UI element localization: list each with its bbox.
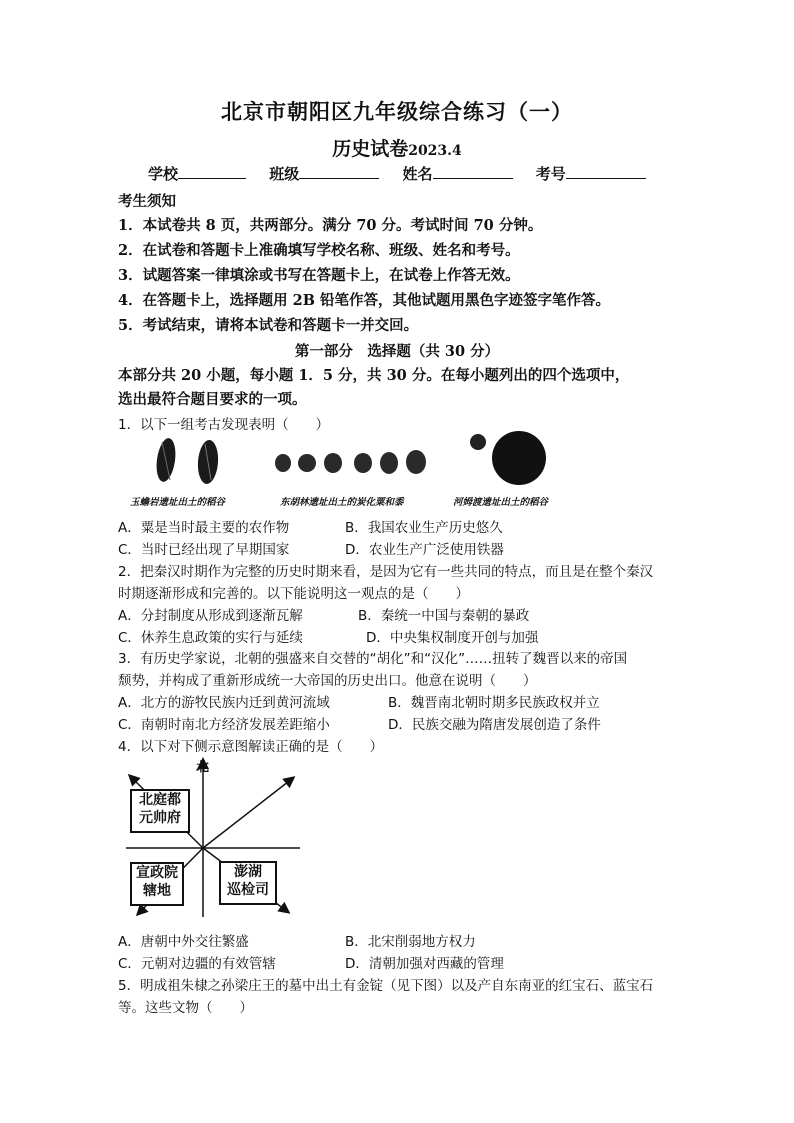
rice-bowl-image (492, 431, 546, 485)
box-se-line2: 巡检司 (227, 882, 269, 898)
q2-option-b[interactable]: B．秦统一中国与秦朝的暴政 (358, 608, 530, 624)
part1-intro-line1: 本部分共 20 小题，每小题 1．5 分，共 30 分。在每小题列出的四个选项中， (118, 367, 630, 384)
school-label: 学校 (148, 165, 179, 183)
school-blank[interactable] (178, 164, 246, 179)
notice-item-5: 5．考试结束，请将本试卷和答题卡一并交回。 (118, 317, 419, 334)
millet-grain-image (298, 454, 316, 472)
millet-grain-image (380, 452, 398, 474)
q1-option-b[interactable]: B．我国农业生产历史悠久 (345, 520, 503, 536)
millet-grain-image (275, 454, 291, 472)
q4-option-b[interactable]: B．北宋削弱地方权力 (345, 934, 476, 950)
exam-title: 北京市朝阳区九年级综合练习（一） (221, 99, 573, 124)
rice-seed-small-image (470, 434, 486, 450)
class-label: 班级 (269, 165, 300, 183)
box-xuanzheng-territory (130, 862, 184, 906)
q2-stem-line1: 2．把秦汉时期作为完整的历史时期来看，是因为它有一些共同的特点，而且是在整个秦汉 (118, 564, 654, 580)
q1-caption-2: 东胡林遗址出土的炭化粟和黍 (280, 497, 404, 508)
exam-number-blank[interactable] (566, 164, 646, 179)
box-sw-line2: 辖地 (143, 883, 171, 899)
q3-option-c[interactable]: C．南朝时南北方经济发展差距缩小 (118, 717, 330, 733)
class-blank[interactable] (299, 164, 379, 179)
q2-stem-line2: 时期逐渐形成和完善的。以下能说明这一观点的是（ ） (118, 586, 469, 602)
q3-option-b[interactable]: B．魏晋南北朝时期多民族政权并立 (388, 695, 600, 711)
exam-subtitle (0, 134, 794, 161)
q5-stem-line2: 等。这些文物（ ） (118, 1000, 253, 1016)
millet-grain-image (406, 450, 426, 474)
q3-stem-line2: 颓势，并构成了重新形成统一大帝国的历史出口。他意在说明（ ） (118, 673, 537, 689)
exam-number-label: 考号 (535, 165, 566, 183)
q2-option-a[interactable]: A．分封制度从形成到逐渐瓦解 (118, 608, 303, 624)
q4-stem: 4．以下对下侧示意图解读正确的是（ ） (118, 739, 384, 755)
notice-item-3: 3．试题答案一律填涂或书写在答题卡上，在试卷上作答无效。 (118, 267, 520, 284)
q3-stem-line1: 3．有历史学家说，北朝的强盛来自交替的“胡化”和“汉化”……扭转了魏晋以来的帝国 (118, 651, 628, 667)
q2-option-d[interactable]: D．中央集权制度开创与加强 (366, 630, 539, 646)
q3-option-d[interactable]: D．民族交融为隋唐发展创造了条件 (388, 717, 601, 733)
subject-title: 历史试卷 (332, 138, 409, 160)
name-blank[interactable] (433, 164, 513, 179)
q4-option-a[interactable]: A．唐朝中外交往繁盛 (118, 934, 249, 950)
box-penghu-patrol-office (219, 861, 277, 905)
millet-grain-image (354, 453, 372, 473)
part1-intro-line2: 选出最符合题目要求的一项。 (118, 391, 307, 408)
q1-stem: 1．以下一组考古发现表明（ ） (118, 417, 330, 433)
q1-artifact-images (118, 430, 578, 500)
box-nw-line2: 元帅府 (139, 810, 181, 826)
northeast-arrow (203, 778, 293, 848)
millet-grain-image (324, 453, 342, 473)
notice-heading: 考生须知 (118, 193, 176, 210)
box-nw-line1: 北庭都 (139, 792, 181, 808)
notice-item-1: 1．本试卷共 8 页，共两部分。满分 70 分。考试时间 70 分钟。 (118, 217, 543, 234)
box-sw-line1: 宣政院 (136, 865, 178, 881)
box-se-line1: 澎湖 (234, 864, 262, 880)
q3-option-a[interactable]: A．北方的游牧民族内迁到黄河流域 (118, 695, 330, 711)
student-info-fields (148, 163, 646, 184)
exam-date: 2023.4 (408, 143, 462, 159)
q1-option-c[interactable]: C．当时已经出现了早期国家 (118, 542, 290, 558)
q4-option-c[interactable]: C．元朝对边疆的有效管辖 (118, 956, 276, 972)
q2-option-c[interactable]: C．休养生息政策的实行与延续 (118, 630, 303, 646)
q4-option-d[interactable]: D．清朝加强对西藏的管理 (345, 956, 504, 972)
box-beiting-marshal-office (130, 789, 190, 833)
q1-caption-1: 玉蟾岩遗址出土的稻谷 (130, 497, 226, 508)
q1-option-a[interactable]: A．粟是当时最主要的农作物 (118, 520, 290, 536)
q1-option-d[interactable]: D．农业生产广泛使用铁器 (345, 542, 504, 558)
q5-stem-line1: 5．明成祖朱棣之孙梁庄王的墓中出土有金锭（见下图）以及产自东南亚的红宝石、蓝宝石 (118, 978, 654, 994)
name-label: 姓名 (402, 165, 433, 183)
north-label: 北 (196, 760, 210, 775)
notice-item-2: 2．在试卷和答题卡上准确填写学校名称、班级、姓名和考号。 (118, 242, 520, 259)
part1-heading: 第一部分 选择题（共 30 分） (294, 343, 500, 360)
notice-item-4: 4．在答题卡上，选择题用 2B 铅笔作答，其他试题用黑色字迹签字笔作答。 (118, 292, 611, 309)
q1-caption-3: 河姆渡遗址出土的稻谷 (453, 497, 549, 508)
